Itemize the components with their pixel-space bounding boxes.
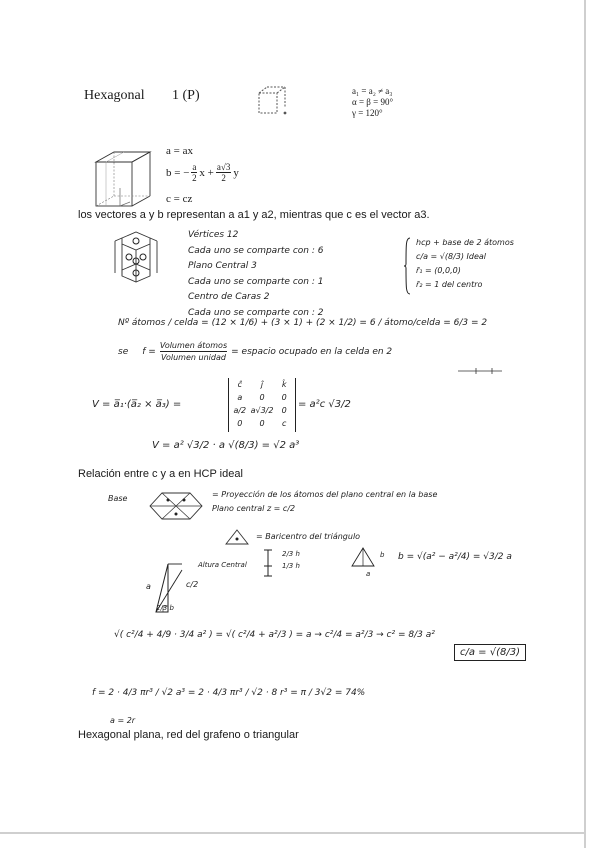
radius-relation: a = 2r xyxy=(110,716,136,725)
packing-fraction-result: f = 2 · 4/3 πr³ / √2 a³ = 2 · 4/3 πr³ / √2 · 8 r³ = π / 3√2 = 74% xyxy=(92,688,366,698)
small-triangle-a-label: a xyxy=(366,570,371,578)
param-alpha-beta: α = β = 90° xyxy=(352,97,394,107)
note-projection: = Proyección de los átomos del plano central en la base xyxy=(212,490,438,499)
note-r1: r̄₁ = (0,0,0) xyxy=(416,266,461,275)
triangle-base-label: 2/3 b xyxy=(156,604,174,612)
central-height-label: Altura Central xyxy=(198,561,247,569)
param-gamma: γ = 120° xyxy=(352,108,383,118)
note-ideal-ratio: c/a = √(8/3) Ideal xyxy=(416,252,487,261)
note-vertices: Vértices 12 xyxy=(188,230,239,240)
brace-mark xyxy=(404,236,412,296)
small-triangle-b-label: b xyxy=(380,551,385,559)
packing-fraction-def: se f = Volumen átomos Volumen unidad = espacio ocupado en la celda en 2 xyxy=(118,341,393,362)
fraction-one-third-h: 1/3 h xyxy=(282,562,300,570)
dash-mark xyxy=(458,368,504,374)
note-central-plane: Plano Central 3 xyxy=(188,261,257,272)
volume-result: V = a² √3/2 · a √(8/3) = √2 a³ xyxy=(152,440,300,451)
section-heading-ideal-hcp: Relación entre c y a en HCP ideal xyxy=(78,468,243,480)
height-fractions xyxy=(282,548,300,572)
side-a-label: a xyxy=(146,582,151,591)
note-central-plane-z: Plano central z = c/2 xyxy=(212,504,296,513)
matrix-head-1: ĉ xyxy=(237,380,242,389)
volume-lhs: V = a̅₁·(a̅₂ × a̅₃) = xyxy=(92,399,182,410)
vector-b-def: b = − $\frac{a}{2}$ x + $\frac{a√3}{2}$ y xyxy=(166,162,239,183)
matrix-cell: 0 xyxy=(259,393,265,402)
triangle-barycenter-icon xyxy=(224,528,250,546)
matrix-cell: a/2 xyxy=(233,406,247,415)
page-edge-right xyxy=(584,0,586,848)
note-vertices-shared: Cada uno se comparte con : 6 xyxy=(188,245,324,256)
vector-c-def: c = cz xyxy=(166,193,193,205)
fraction-two-thirds-h: 2/3 h xyxy=(282,550,300,558)
page-edge-bottom xyxy=(0,832,586,834)
matrix-cell: 0 xyxy=(281,406,287,415)
ideal-ratio-boxed-result: c/a = √(8/3) xyxy=(454,644,526,661)
barycenter-note: = Baricentro del triángulo xyxy=(256,532,361,541)
unit-cell-diagram xyxy=(92,148,152,210)
matrix-cell: a xyxy=(237,393,243,402)
hexagonal-base-diagram xyxy=(148,490,204,522)
hcp-counting-notes xyxy=(188,228,323,322)
param-lengths: a₁ = a₂ ≠ a₃ xyxy=(352,86,393,96)
matrix-cell: 0 xyxy=(281,393,287,402)
crystal-system-label: Hexagonal xyxy=(84,88,145,103)
hcp-side-notes xyxy=(416,236,514,292)
base-label: Base xyxy=(108,494,128,503)
height-fraction-diagram xyxy=(262,548,278,578)
matrix-head-3: k̂ xyxy=(281,380,287,389)
lattice-parameters xyxy=(352,86,393,119)
base-notes xyxy=(212,488,437,516)
hexagonal-prism-icon xyxy=(255,85,289,117)
atoms-per-cell-line: Nº átomos / celda = (12 × 1/6) + (3 × 1) + (2 × 1/2) = 6 / átomo/celda = 6/3 = 2 xyxy=(118,318,488,328)
ideal-ratio-derivation: √( c²/4 + 4/9 · 3/4 a² ) = √( c²/4 + a²/3 ) = a → c²/4 = a²/3 → c² = 8/3 a² xyxy=(114,630,435,640)
c-half-label: c/2 xyxy=(186,580,199,589)
matrix-cell: c xyxy=(282,419,287,428)
note-r2: r̄₂ = 1 del centro xyxy=(416,280,483,289)
vectors-explanation: los vectores a y b representan a a1 y a2, mientras que c es el vector a3. xyxy=(78,209,430,221)
note-face-centers: Centro de Caras 2 xyxy=(188,292,270,303)
b-equation: b = √(a² − a²/4) = √3/2 a xyxy=(398,552,512,562)
small-triangle-diagram xyxy=(350,546,376,570)
volume-matrix xyxy=(228,378,296,432)
lattice-type-label: 1 (P) xyxy=(172,88,200,103)
matrix-cell: a√3/2 xyxy=(250,406,274,415)
note-central-shared: Cada uno se comparte con : 1 xyxy=(188,276,324,287)
matrix-cell: 0 xyxy=(259,419,265,428)
matrix-cell: 0 xyxy=(237,419,243,428)
volume-rhs: = a²c √3/2 xyxy=(298,399,351,410)
section-heading-planar-hexagonal: Hexagonal plana, red del grafeno o triangular xyxy=(78,729,299,741)
note-hcp-base: hcp + base de 2 átomos xyxy=(416,238,514,247)
note-face-shared: Cada uno se comparte con : 2 xyxy=(188,307,324,318)
hcp-cell-diagram xyxy=(112,228,160,286)
matrix-head-2: ĵ xyxy=(260,380,264,389)
vector-a-def: a = ax xyxy=(166,145,193,157)
